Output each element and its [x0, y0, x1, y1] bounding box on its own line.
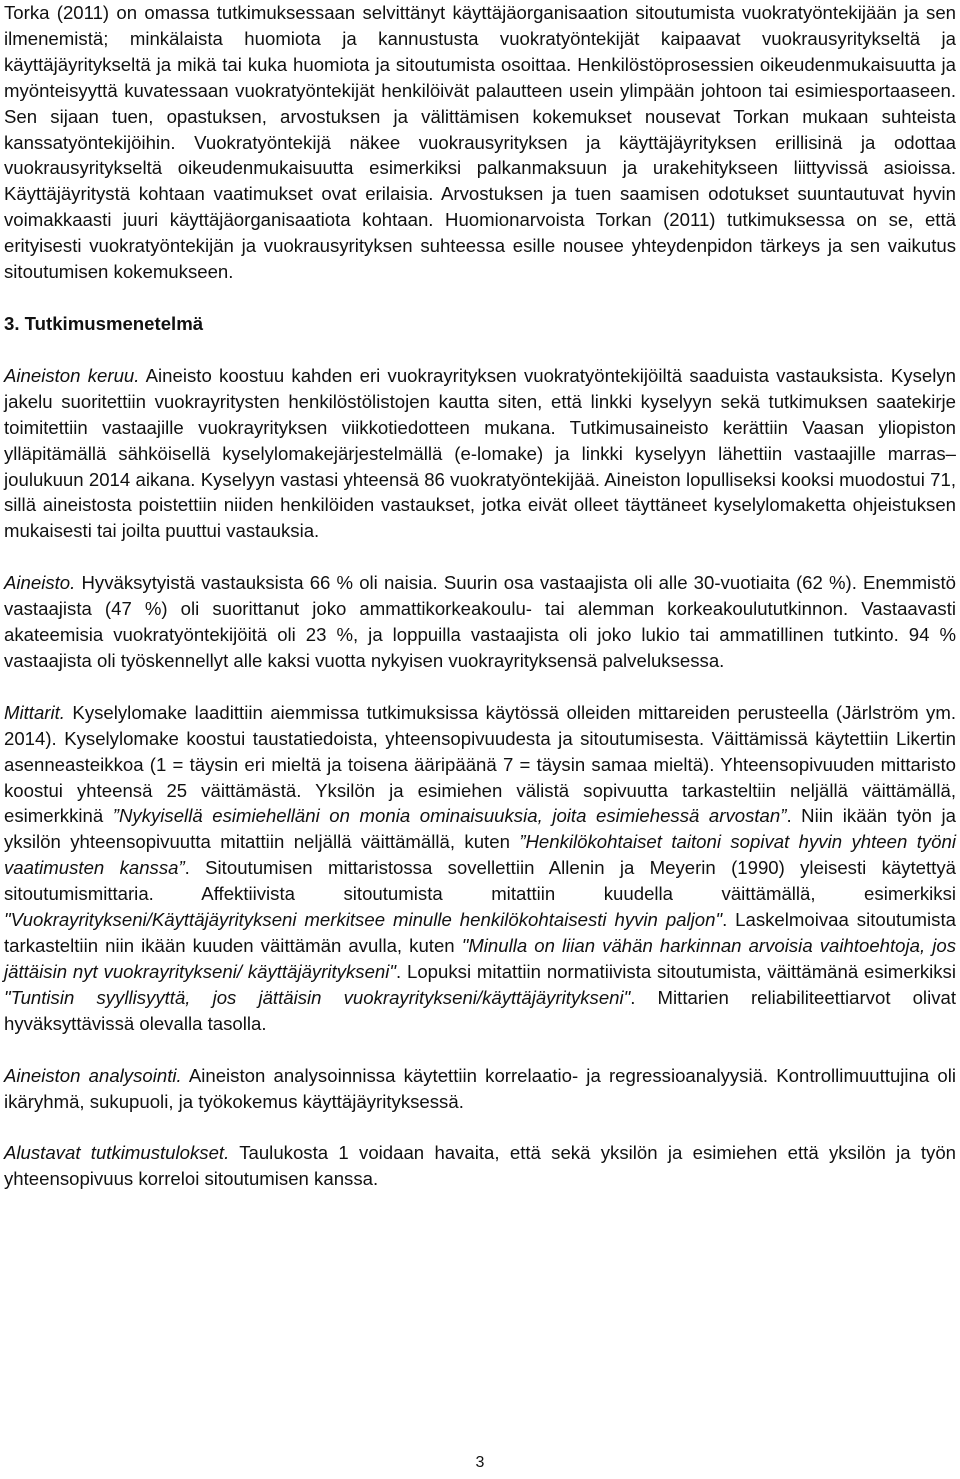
paragraph-text: Taulukosta 1 voidaan havaita, että sekä yksilön ja esimiehen että yksilön ja työn yhteensopivuus korreloi sitoutumisen kanssa. — [4, 1142, 956, 1190]
paragraph-text: Aineiston analysoinnissa käytettiin korrelaatio- ja regressioanalyysiä. Kontrollimuuttujina oli ikäryhmä, sukupuoli, ja työkokemus käyttäjäyrityksessä. — [4, 1064, 956, 1112]
paragraph-text: . Niin ikään työn ja yksilön yhteensopivuutta mitattiin neljällä väittämällä, kuten — [4, 805, 956, 853]
page-number: 3 — [475, 1454, 485, 1471]
paragraph-lead: Aineiston keruu. — [4, 364, 140, 386]
example-item: ”Henkilökohtaiset taitoni sopivat hyvin yhteen työni vaatimusten kanssa” — [4, 831, 956, 879]
paragraph-analysis — [4, 1063, 956, 1115]
paragraph-lead: Aineisto. — [4, 572, 76, 594]
paragraph-lead: Aineiston analysointi. — [4, 1064, 182, 1086]
example-item: "Minulla on liian vähän harkinnan arvoisia vaihtoehtoja, jos jättäisin nyt vuokrayritykseni/ käyttäjäyritykseni" — [4, 935, 956, 982]
paragraph-text: Torka (2011) on omassa tutkimuksessaan selvittänyt käyttäjäorganisaation sitoutumista vuokratyöntekijään ja sen ilmenemistä; minkälaista huomiota ja kannustusta vuokratyöntekijät kaipaavat vuokrausyritykseltä ja käyttäjäyritykseltä ja mikä tai kuka huomiota ja sitoutumista osoittaa. Henkilöstöprosessien oikeudenmukaisuutta ja myönteisyyttä kuvatessaan vuokratyöntekijät henkilöivät palautteen usein ylimpään johtoon tai esimiesportaaseen. Sen sijaan tuen, opastuksen, arvostuksen ja välittämisen kokemukset nousevat Torkan mukaan suhteista kanssatyöntekijöihin. Vuokratyöntekijä näkee vuokrausyrityksen ja käyttäjäyrityksen erillisinä ja odottaa vuokrausyritykseltä oikeudenmukaisuutta esimerkiksi palkanmaksuun ja urakehitykseen liittyvissä asioissa. Käyttäjäyritystä kohtaan vaatimukset ovat erilaisia. Arvostuksen ja tuen saamisen odotukset suuntautuvat hyvin voimakkaasti juuri käyttäjäorganisaatiota kohtaan. Huomionarvoista Torkan (2011) tutkimuksessa on se, että erityisesti vuokratyöntekijän ja vuokrausyrityksen suhteessa esille nousee yhteydenpidon tärkeys ja sen vaikutus sitoutumisen kokemukseen. — [4, 2, 956, 283]
example-item: ”Nykyisellä esimiehelläni on monia ominaisuuksia, joita esimiehessä arvostan” — [112, 805, 787, 827]
example-item: "Vuokrayritykseni/Käyttäjäyritykseni merkitsee minulle henkilökohtaisesti hyvin paljon" — [4, 909, 723, 931]
body-text — [4, 0, 956, 1192]
paragraph-data-collection — [4, 363, 956, 544]
paragraph-measures — [4, 700, 956, 1037]
paragraph-sample — [4, 570, 956, 674]
paragraph-text: Aineisto koostuu kahden eri vuokrayrityksen vuokratyöntekijöiltä saaduista vastauksista. Kyselyn jakelu suoritettiin vuokrayritysten henkilöstölistojen kautta siten, että linkki kyselyyn sekä tutkimuksen saatekirje toimitettiin vastaajille vuokrayrityksen viikkotiedotteen mukana. Tutkimusaineisto kerättiin Vaasan yliopiston ylläpitämällä sähköisellä kyselylomakejärjestelmällä (e-lomake) ja linkki kyselyyn lähettiin vastaajille marras–joulukuun 2014 aikana. Kyselyyn vastasi yhteensä 86 vuokratyöntekijää. Aineiston lopulliseksi kooksi muodostui 71, sillä aineistosta poistettiin niiden henkilöiden vastaukset, jotka eivät olleet täyttäneet kyselylomaketta ohjeistuksen mukaisesti tai joilta puuttui vastauksia. — [4, 364, 956, 542]
section-heading: 3. Tutkimusmenetelmä — [4, 312, 204, 334]
paragraph-torka — [4, 0, 956, 285]
paragraph-results — [4, 1140, 956, 1192]
paragraph-text: . Mittarien reliabiliteettiarvot olivat hyväksyttävissä olevalla tasolla. — [4, 986, 957, 1034]
paragraph-text: . Lopuksi mitattiin normatiivista sitoutumista, väittämänä esimerkiksi — [396, 960, 956, 982]
paragraph-lead: Alustavat tutkimustulokset. — [4, 1142, 230, 1164]
paragraph-lead: Mittarit. — [4, 701, 65, 723]
paragraph-text: . Laskelmoivaa sitoutumista tarkasteltiin niin ikään kuuden väittämän avulla, kuten — [4, 909, 956, 956]
example-item: "Tuntisin syyllisyyttä, jos jättäisin vuokrayritykseni/käyttäjäyritykseni" — [4, 986, 631, 1008]
paragraph-text: Hyväksytyistä vastauksista 66 % oli naisia. Suurin osa vastaajista oli alle 30-vuotiaita (62 %). Enemmistö vastaajista (47 %) oli suorittanut joko ammattikorkeakoulu- tai alemman korkeakoulututkinnon. Vastaavasti akateemisia vuokratyöntekijöitä oli 23 %, ja loppuilla vastaajista oli joko lukio tai ammatillinen tutkinto. 94 % vastaajista oli työskennellyt alle kaksi vuotta nykyisen vuokrayrityksensä palveluksessa. — [4, 572, 956, 671]
paragraph-text: Kyselylomake laadittiin aiemmissa tutkimuksissa käytössä olleiden mittareiden perusteella (Järlström ym. 2014). Kyselylomake koostui taustatiedoista, yhteensopivuudesta ja sitoutumisesta. Väittämissä käytettiin Likertin asenneasteikkoa (1 = täysin eri mieltä ja toisena ääripäänä 7 = täysin samaa mieltä). Yhteensopivuuden mittaristo koostui yhteensä 25 väittämästä. Yksilön ja esimiehen välistä sopivuutta tarkasteltiin neljällä väittämällä, esimerkkinä — [4, 701, 956, 827]
paragraph-text: . Sitoutumisen mittaristossa sovellettiin Allenin ja Meyerin (1990) yleisesti käytettyä sitoutumismittaria. Affektiivista sitoutumista mitattiin kuudella väittämällä, esimerkiksi — [4, 857, 956, 905]
